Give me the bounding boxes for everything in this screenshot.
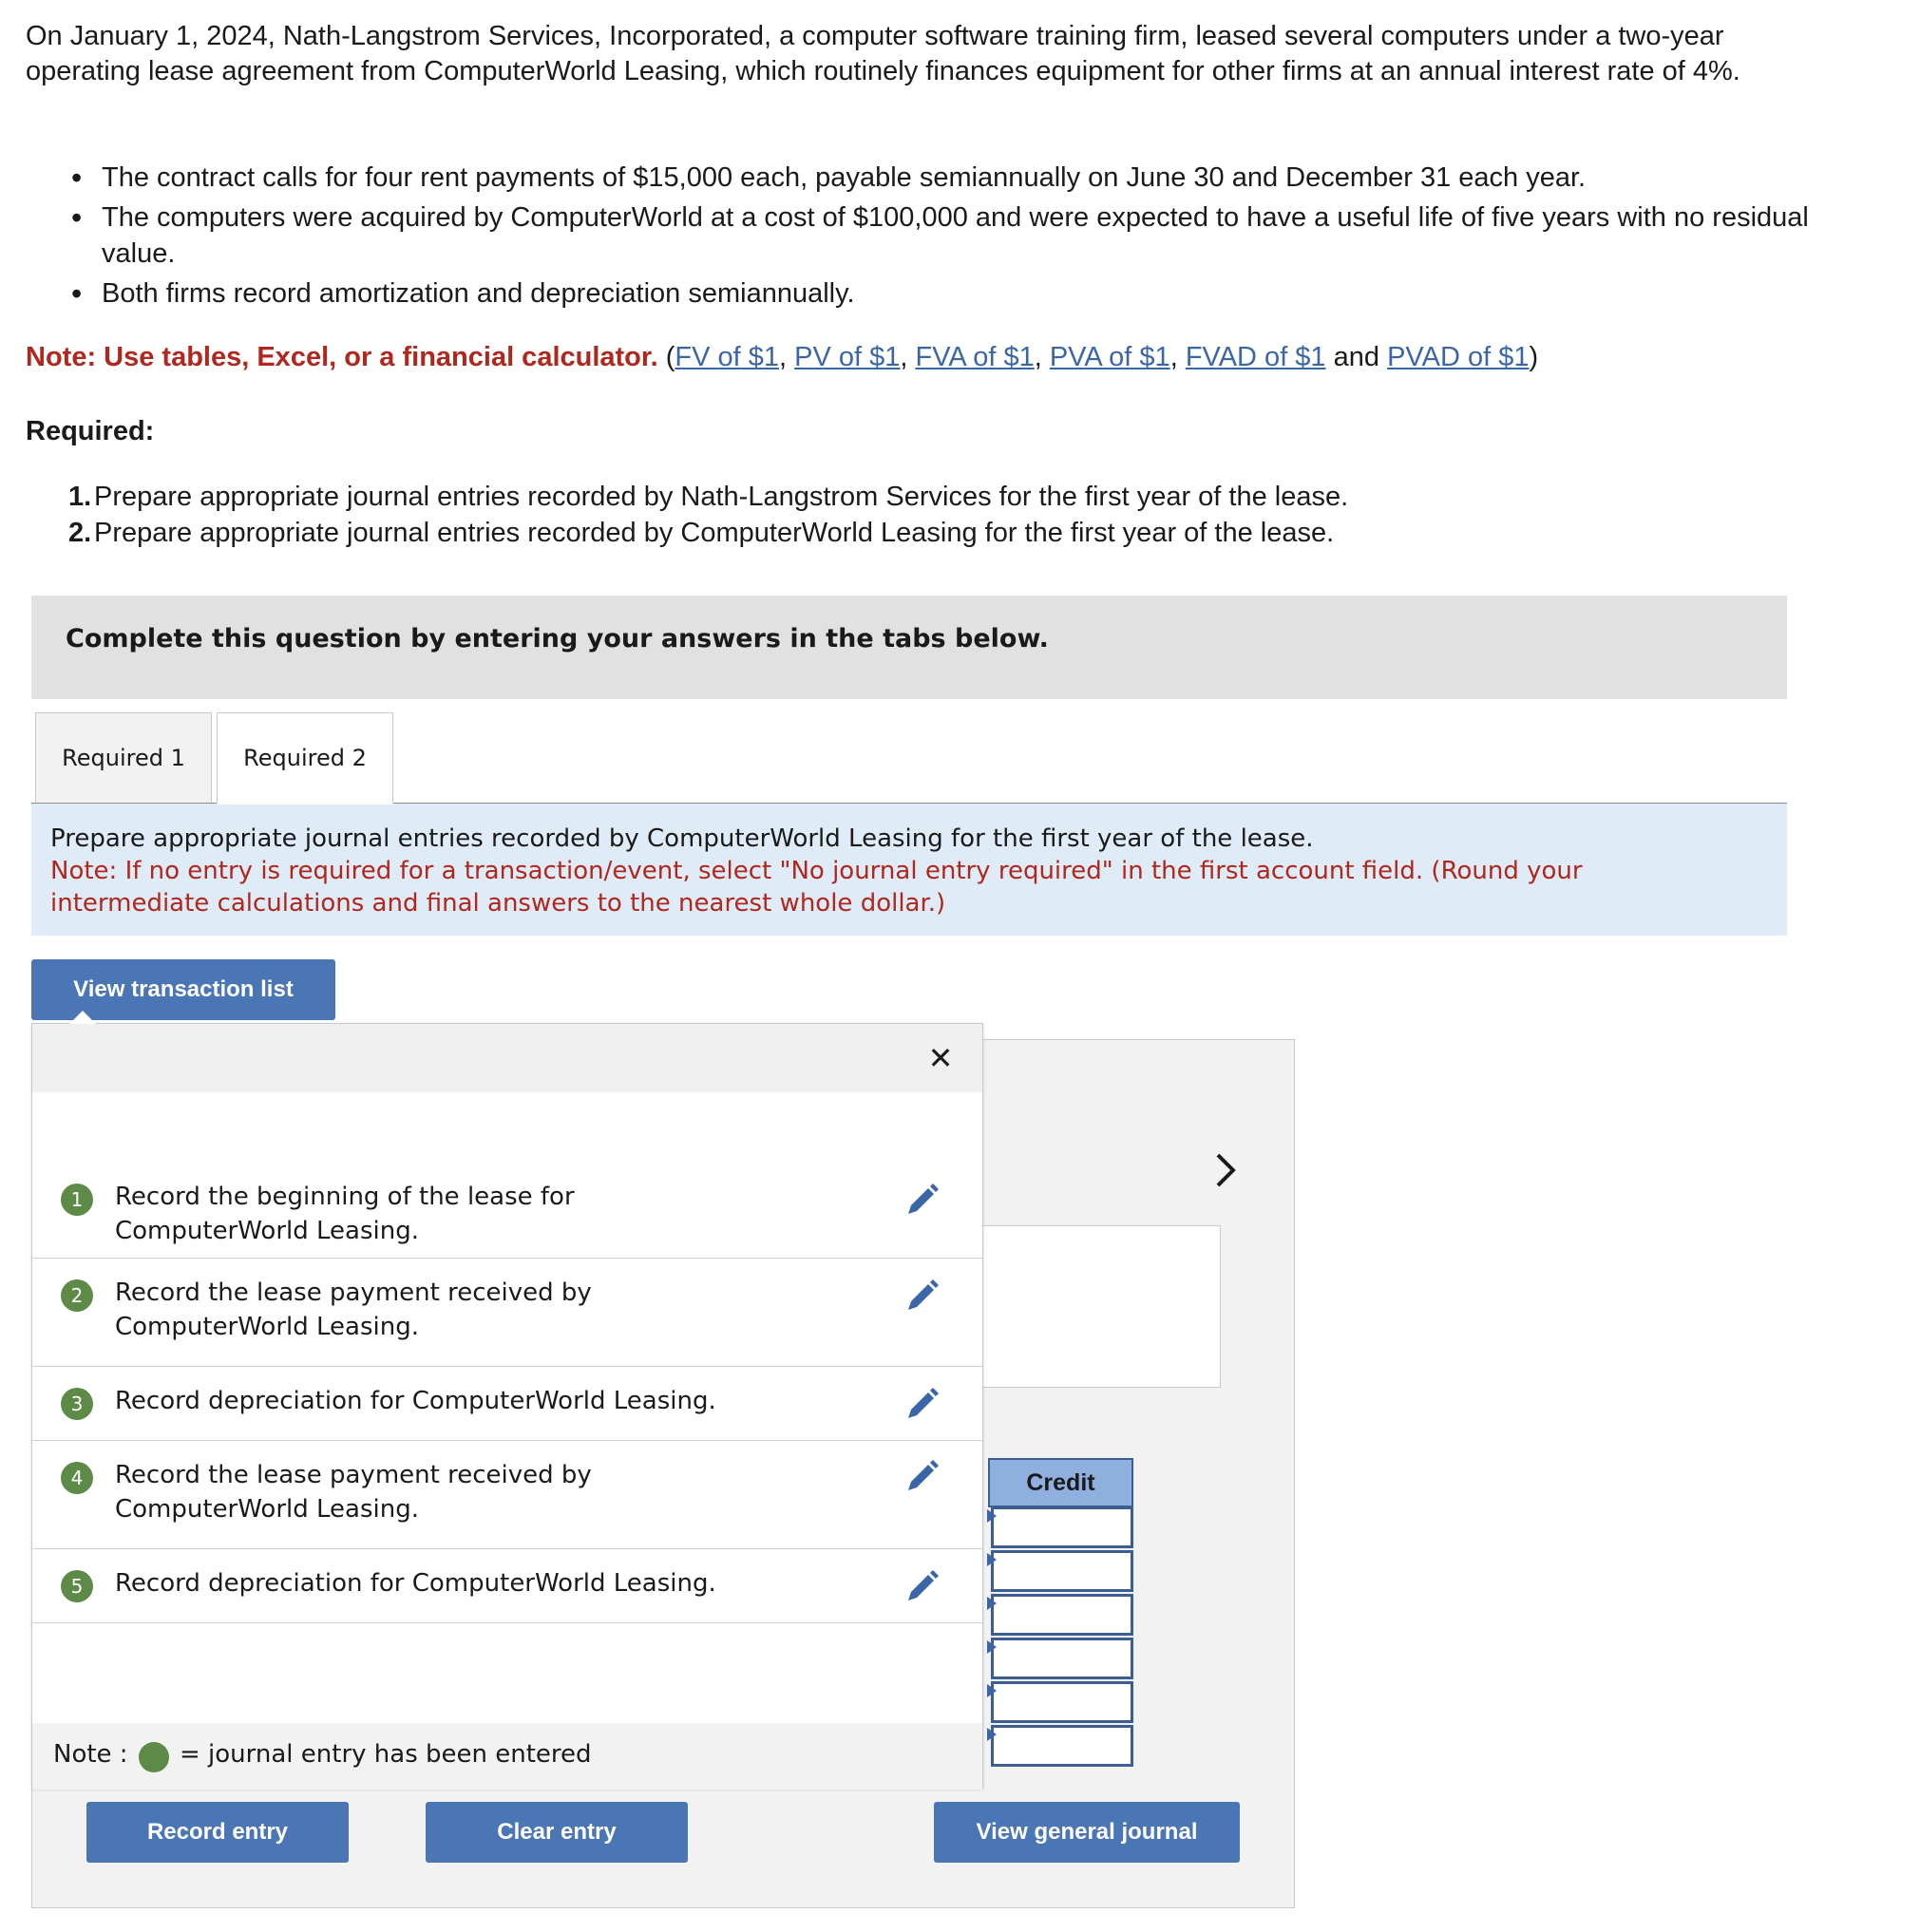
note-close-paren: ) bbox=[1529, 342, 1539, 372]
pencil-icon[interactable] bbox=[903, 1278, 941, 1316]
pencil-icon[interactable] bbox=[903, 1568, 941, 1606]
row-indent-marker bbox=[987, 1597, 997, 1610]
bullet-item: • The computers were acquired by ComputerWorld at a cost of $100,000 and were expected to have a useful life of five years with no residual value. bbox=[26, 199, 1831, 272]
separator: , bbox=[779, 342, 788, 372]
bullet-item: • The contract calls for four rent payments of $15,000 each, payable semiannually on June 30 and December 31 each year. bbox=[26, 160, 1831, 196]
required-item-2 bbox=[26, 515, 1831, 551]
problem-intro: On January 1, 2024, Nath-Langstrom Services, Incorporated, a computer software training firm, leased several computers under a two-year operating lease agreement from ComputerWorld Leasing, which routinely finances equipment for other firms at an annual interest rate of 4%. bbox=[26, 21, 1740, 86]
instructions-banner bbox=[31, 596, 1787, 699]
transaction-text: Record the lease payment received by ComputerWorld Leasing. bbox=[115, 1461, 592, 1524]
view-general-journal-button[interactable]: View general journal bbox=[934, 1802, 1240, 1863]
separator: , bbox=[1169, 342, 1178, 372]
pencil-icon[interactable] bbox=[903, 1458, 941, 1496]
credit-cell[interactable] bbox=[991, 1725, 1133, 1767]
link-fva[interactable]: FVA of $1 bbox=[915, 342, 1035, 372]
popup-legend bbox=[32, 1723, 982, 1790]
separator: , bbox=[900, 342, 908, 372]
link-fvad[interactable]: FVAD of $1 bbox=[1185, 342, 1326, 372]
credit-cell[interactable] bbox=[991, 1550, 1133, 1592]
transaction-text: Record depreciation for ComputerWorld Leasing. bbox=[115, 1387, 716, 1415]
note-line bbox=[26, 340, 1831, 375]
row-indent-marker bbox=[987, 1553, 997, 1566]
instructions-note: Note: If no entry is required for a transaction/event, select "No journal entry required" in the first account field. (Round your intermediate calculations and final answers to the nearest whole dollar.) bbox=[50, 857, 1583, 918]
transaction-text: Record depreciation for ComputerWorld Leasing. bbox=[115, 1569, 716, 1598]
transaction-text: Record the lease payment received by ComputerWorld Leasing. bbox=[115, 1279, 592, 1341]
close-icon[interactable]: ✕ bbox=[927, 1040, 954, 1076]
transaction-row-2[interactable] bbox=[32, 1259, 982, 1367]
transaction-row-3[interactable] bbox=[32, 1367, 982, 1441]
row-indent-marker bbox=[987, 1509, 997, 1523]
required-list bbox=[26, 479, 1831, 551]
credit-cell[interactable] bbox=[991, 1638, 1133, 1679]
button-pointer bbox=[69, 1011, 96, 1024]
row-indent-marker bbox=[987, 1684, 997, 1697]
done-badge: 2 bbox=[61, 1279, 93, 1312]
and-word: and bbox=[1333, 342, 1380, 372]
transaction-list-popup bbox=[31, 1023, 983, 1789]
done-badge: 4 bbox=[61, 1462, 93, 1494]
separator: , bbox=[1034, 342, 1042, 372]
legend-prefix: Note : bbox=[53, 1740, 128, 1769]
clear-entry-button[interactable]: Clear entry bbox=[426, 1802, 688, 1863]
record-entry-button[interactable]: Record entry bbox=[86, 1802, 349, 1863]
popup-header bbox=[32, 1024, 982, 1092]
legend-suffix: = journal entry has been entered bbox=[180, 1740, 592, 1769]
credit-cell[interactable] bbox=[991, 1594, 1133, 1636]
done-badge: 3 bbox=[61, 1388, 93, 1420]
tab-label: Required 2 bbox=[243, 745, 367, 771]
row-indent-marker bbox=[987, 1728, 997, 1741]
required-text: Prepare appropriate journal entries recorded by ComputerWorld Leasing for the first year of the lease. bbox=[94, 518, 1335, 548]
transaction-text: Record the beginning of the lease for ComputerWorld Leasing. bbox=[115, 1183, 575, 1245]
view-transaction-list-button[interactable]: View transaction list bbox=[31, 959, 335, 1020]
credit-cell[interactable] bbox=[991, 1506, 1133, 1548]
legend-dot bbox=[139, 1742, 169, 1772]
transaction-row-5[interactable] bbox=[32, 1549, 982, 1623]
row-indent-marker bbox=[987, 1640, 997, 1654]
required-num: 2. bbox=[68, 518, 92, 548]
link-pv[interactable]: PV of $1 bbox=[794, 342, 901, 372]
link-pva[interactable]: PVA of $1 bbox=[1049, 342, 1170, 372]
transaction-row-1[interactable] bbox=[32, 1165, 982, 1259]
required-text: Prepare appropriate journal entries recorded by Nath-Langstrom Services for the first year of the lease. bbox=[94, 482, 1349, 512]
instructions-box bbox=[31, 804, 1787, 936]
credit-cell[interactable] bbox=[991, 1681, 1133, 1723]
instructions-main: Prepare appropriate journal entries recorded by ComputerWorld Leasing for the first year of the lease. bbox=[50, 824, 1314, 853]
banner-text: Complete this question by entering your answers in the tabs below. bbox=[66, 624, 1049, 653]
done-badge: 5 bbox=[61, 1570, 93, 1602]
problem-bullets bbox=[26, 160, 1831, 312]
next-arrow-icon[interactable] bbox=[1207, 1149, 1245, 1191]
done-badge: 1 bbox=[61, 1184, 93, 1216]
pencil-icon[interactable] bbox=[903, 1386, 941, 1424]
note-open-paren: ( bbox=[665, 342, 675, 372]
link-pvad[interactable]: PVAD of $1 bbox=[1387, 342, 1530, 372]
entry-input-box[interactable] bbox=[950, 1225, 1221, 1388]
pencil-icon[interactable] bbox=[903, 1182, 941, 1220]
required-heading: Required: bbox=[26, 416, 155, 446]
required-num: 1. bbox=[68, 482, 92, 512]
tab-required-2[interactable] bbox=[217, 712, 393, 805]
credit-header bbox=[988, 1458, 1133, 1507]
note-label: Note: Use tables, Excel, or a financial calculator. bbox=[26, 342, 658, 372]
tab-required-1[interactable] bbox=[35, 712, 212, 803]
transaction-row-4[interactable] bbox=[32, 1441, 982, 1549]
tab-label: Required 1 bbox=[62, 745, 185, 771]
required-item-1 bbox=[26, 479, 1831, 515]
bullet-item: • Both firms record amortization and depreciation semiannually. bbox=[26, 275, 1831, 312]
link-fv[interactable]: FV of $1 bbox=[675, 342, 779, 372]
credit-header-label: Credit bbox=[1026, 1468, 1095, 1496]
